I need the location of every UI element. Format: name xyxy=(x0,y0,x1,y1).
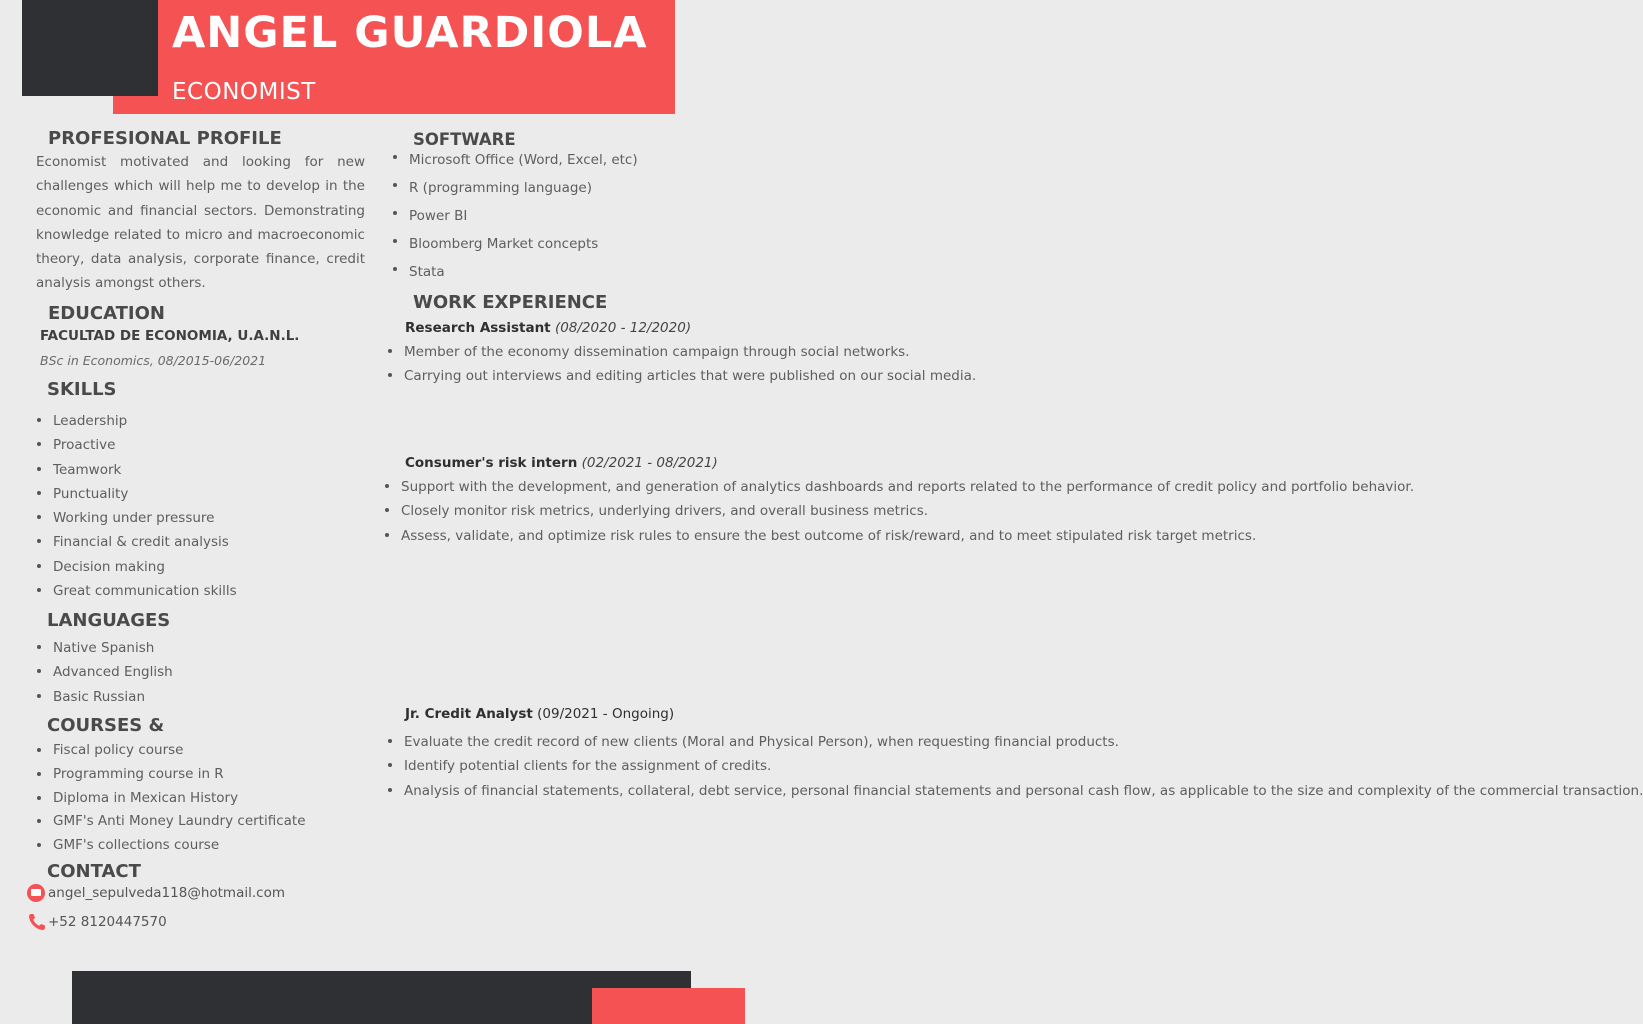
list-item: Punctuality xyxy=(37,482,237,506)
list-item: GMF's collections course xyxy=(37,834,306,858)
list-item: Power BI xyxy=(393,202,638,230)
software-list xyxy=(393,146,638,286)
phone-icon xyxy=(27,912,47,932)
list-item: Identify potential clients for the assignment of credits. xyxy=(388,754,728,778)
profile-heading: PROFESIONAL PROFILE xyxy=(48,128,282,149)
list-item: Proactive xyxy=(37,433,237,457)
list-item: Financial & credit analysis xyxy=(37,530,237,554)
contact-phone-row[interactable] xyxy=(27,912,167,932)
list-item: Leadership xyxy=(37,409,237,433)
education-school: FACULTAD DE ECONOMIA, U.A.N.L. xyxy=(40,328,300,344)
languages-list xyxy=(37,636,173,709)
job-title-1 xyxy=(405,320,691,336)
candidate-role: ECONOMIST xyxy=(172,79,316,105)
list-item: Microsoft Office (Word, Excel, etc) xyxy=(393,146,638,174)
footer-accent-bar xyxy=(592,988,745,1024)
job-role: Jr. Credit Analyst xyxy=(405,706,533,722)
job-role: Consumer's risk intern xyxy=(405,455,578,471)
job-1-bullets xyxy=(388,340,977,389)
skills-heading: SKILLS xyxy=(47,379,117,400)
list-item: Fiscal policy course xyxy=(37,739,306,763)
list-item: Working under pressure xyxy=(37,506,237,530)
list-item: Assess, validate, and optimize risk rules to ensure the best outcome of risk/reward, and to meet stipulated risk target metrics. xyxy=(385,524,725,548)
job-3-bullets xyxy=(388,730,1643,803)
job-dates: (08/2020 - 12/2020) xyxy=(554,320,692,336)
contact-email-row[interactable] xyxy=(27,884,285,902)
contact-heading: CONTACT xyxy=(47,861,141,882)
mail-icon xyxy=(27,884,45,902)
profile-text: Economist motivated and looking for new challenges which will help me to develop in the economic and financial sectors. Demonstrating knowledge related to micro and macroeconomic theory, data analysis, corporate finance, credit analysis amongst others. xyxy=(36,154,365,292)
candidate-name: ANGEL GUARDIOLA xyxy=(172,8,648,58)
list-item: Carrying out interviews and editing articles that were published on our social media. xyxy=(388,364,728,388)
list-item: Analysis of financial statements, collateral, debt service, personal financial statements and personal cash flow, as applicable to the size and complexity of the commercial transaction. xyxy=(388,779,728,803)
header-dark-block xyxy=(22,0,158,96)
education-heading: EDUCATION xyxy=(48,303,165,324)
list-item: Diploma in Mexican History xyxy=(37,787,306,811)
contact-phone[interactable]: +52 8120447570 xyxy=(48,914,167,930)
skills-list xyxy=(37,409,237,603)
job-role: Research Assistant xyxy=(405,320,551,336)
list-item: R (programming language) xyxy=(393,174,638,202)
list-item: Native Spanish xyxy=(37,636,173,660)
software-heading: SOFTWARE xyxy=(413,130,516,149)
languages-heading: LANGUAGES xyxy=(47,610,171,631)
education-degree: BSc in Economics, 08/2015-06/2021 xyxy=(40,353,267,368)
list-item: Programming course in R xyxy=(37,763,306,787)
courses-list xyxy=(37,739,306,858)
list-item: Closely monitor risk metrics, underlying drivers, and overall business metrics. xyxy=(385,499,725,523)
list-item: Support with the development, and generation of analytics dashboards and reports related to the performance of credit policy and portfolio behavior. xyxy=(385,475,725,499)
job-title-2 xyxy=(405,455,718,471)
work-heading: WORK EXPERIENCE xyxy=(413,292,608,313)
list-item: Evaluate the credit record of new clients (Moral and Physical Person), when requesting financial products. xyxy=(388,730,728,754)
list-item: Member of the economy dissemination campaign through social networks. xyxy=(388,340,728,364)
job-dates: (09/2021 - Ongoing) xyxy=(537,706,675,722)
contact-email[interactable]: angel_sepulveda118@hotmail.com xyxy=(48,885,285,901)
list-item: Advanced English xyxy=(37,660,173,684)
list-item: GMF's Anti Money Laundry certificate xyxy=(37,810,306,834)
list-item: Teamwork xyxy=(37,458,237,482)
list-item: Decision making xyxy=(37,555,237,579)
job-dates: (02/2021 - 08/2021) xyxy=(581,455,718,471)
job-2-bullets xyxy=(385,475,1415,548)
list-item: Stata xyxy=(393,258,638,286)
list-item: Great communication skills xyxy=(37,579,237,603)
courses-heading: COURSES & xyxy=(47,715,165,736)
job-title-3 xyxy=(405,706,674,722)
list-item: Basic Russian xyxy=(37,685,173,709)
list-item: Bloomberg Market concepts xyxy=(393,230,638,258)
